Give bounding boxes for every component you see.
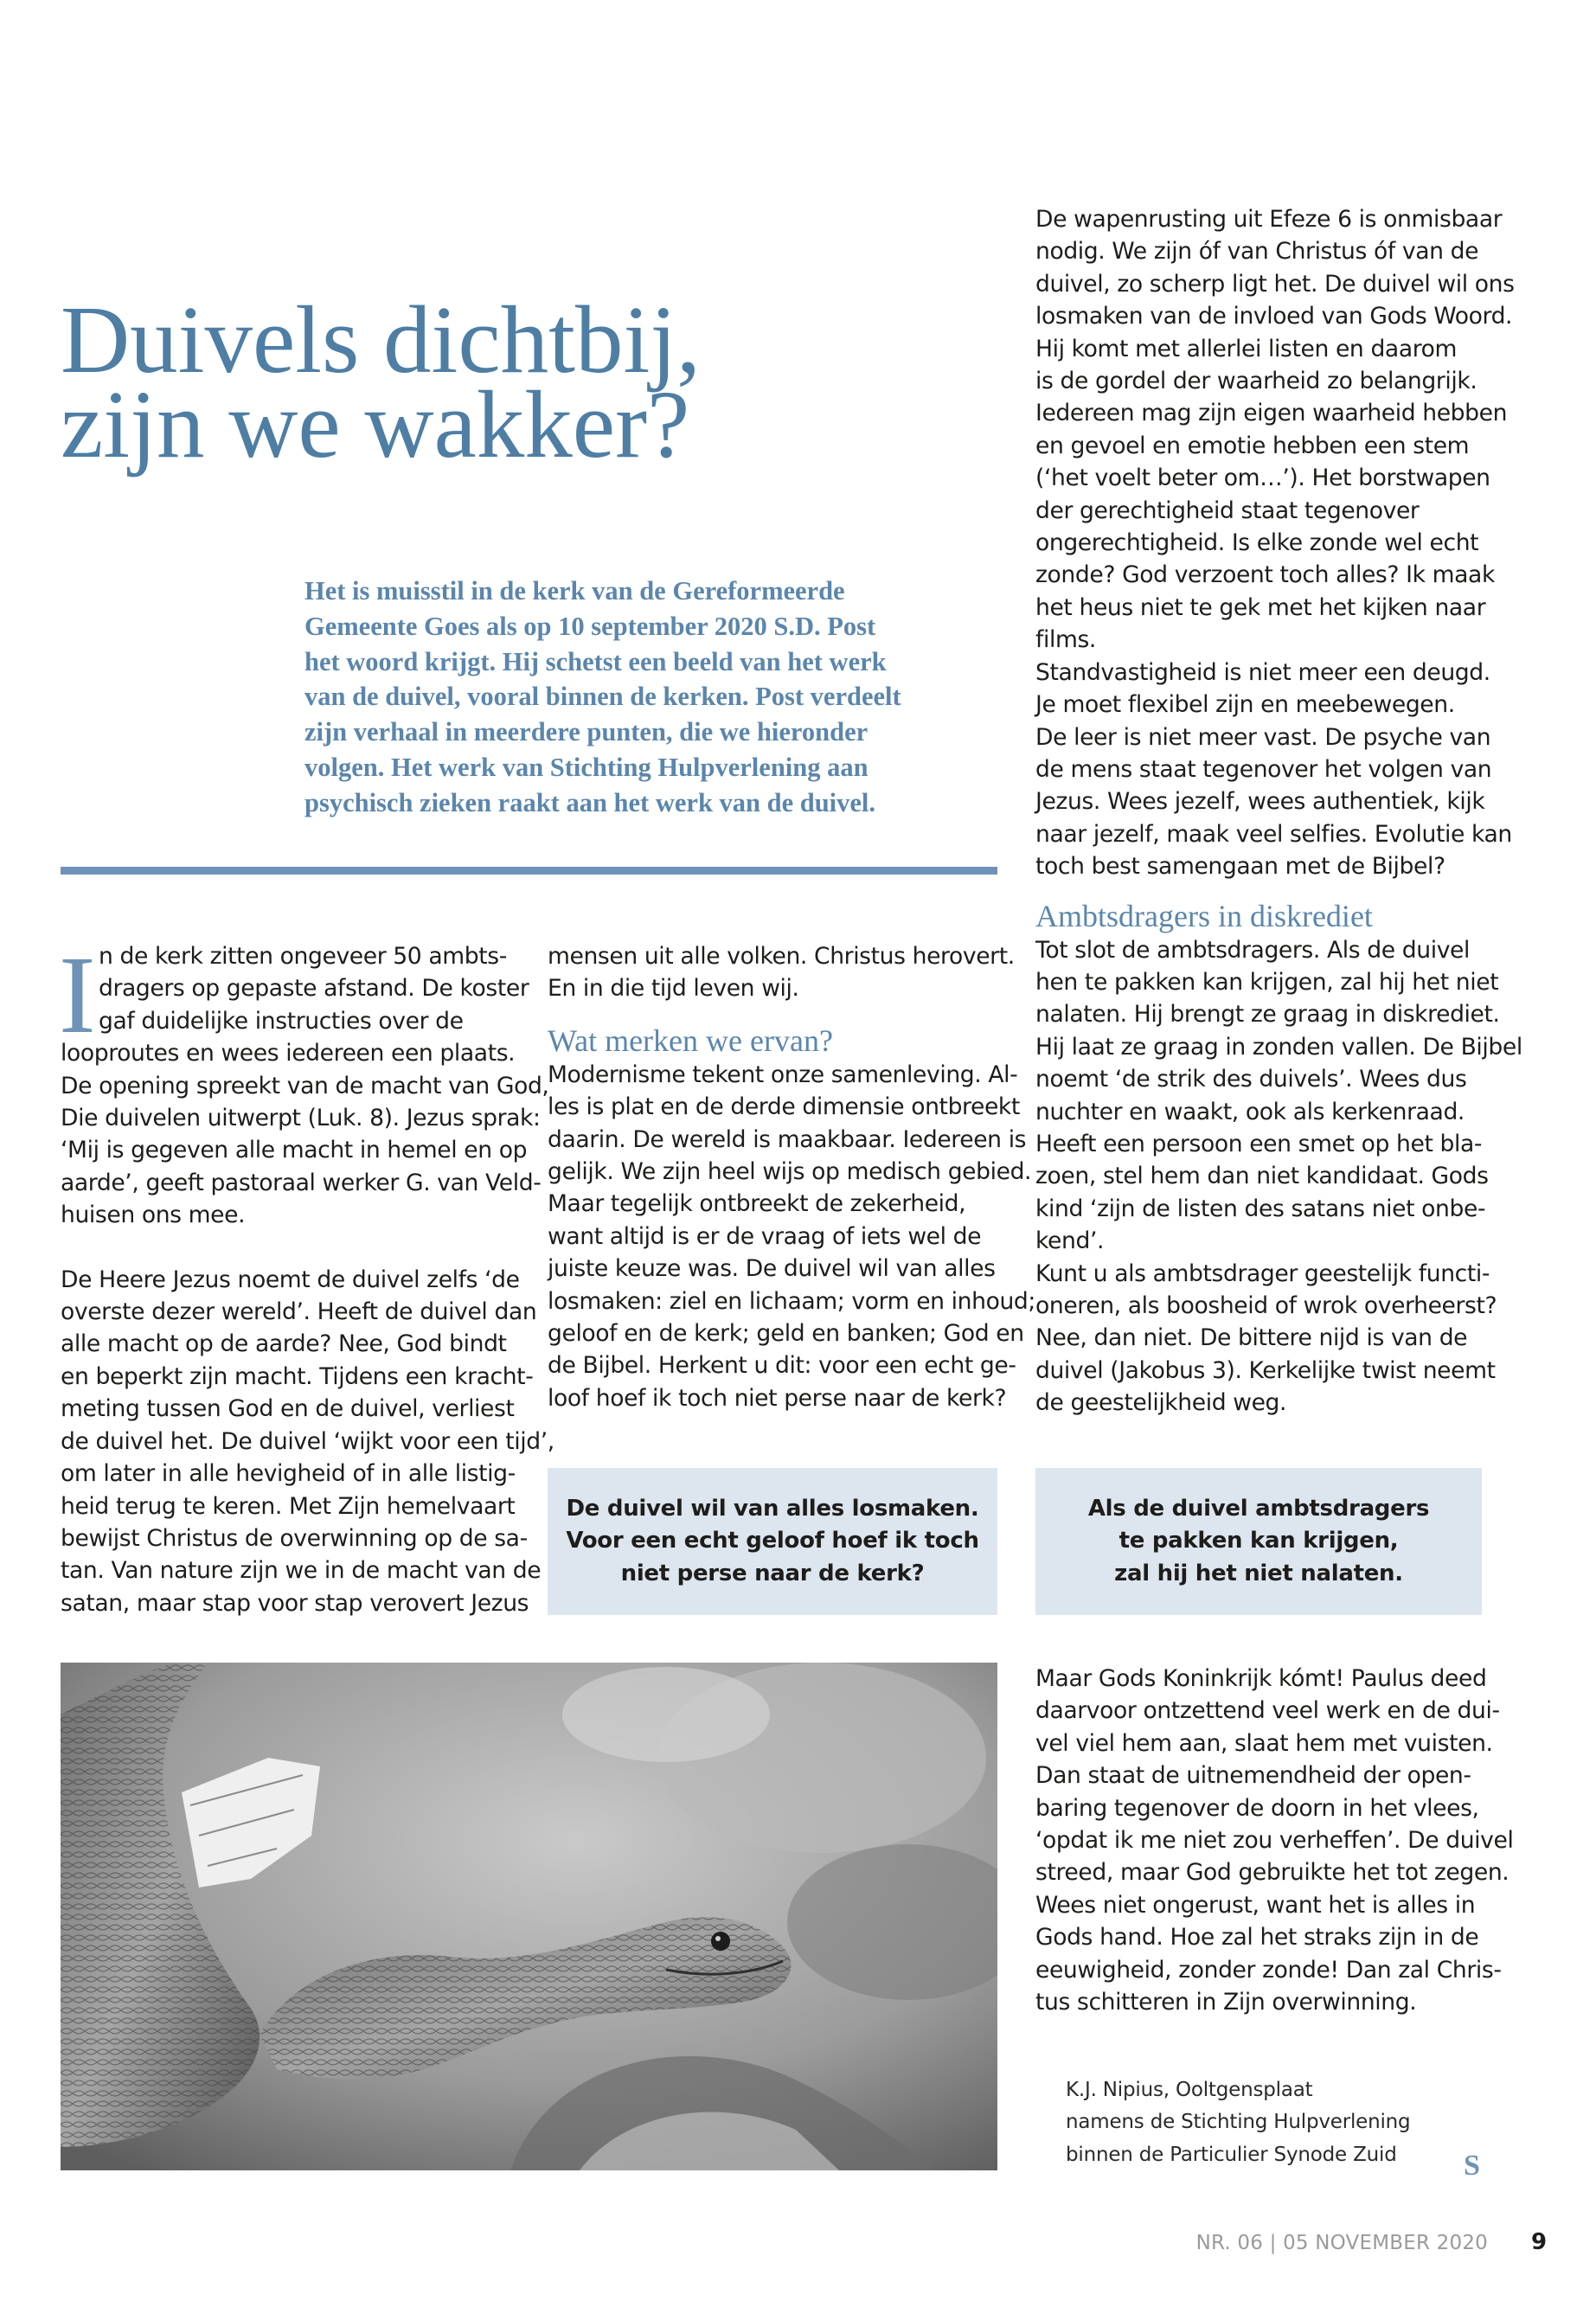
text-line: heid terug te keren. Met Zijn hemelvaart [61, 1492, 516, 1520]
text-line: tus schitteren in Zijn overwinning. [1035, 1989, 1417, 2016]
quote-line: Als de duivel ambtsdragers [1087, 1495, 1430, 1522]
quote-line: te pakken kan krijgen, [1118, 1528, 1399, 1554]
text-line: naar jezelf, maak veel selfies. Evolutie kan [1035, 820, 1512, 848]
text-line: is de gordel der waarheid zo belangrijk. [1035, 368, 1477, 395]
intro-lead [304, 574, 984, 821]
text-line: Iedereen mag zijn eigen waarheid hebben [1035, 400, 1508, 427]
text-line: zoen, stel hem dan niet kandidaat. Gods [1035, 1163, 1489, 1190]
text-line: loof hoef ik toch niet perse naar de kerk? [548, 1384, 1007, 1412]
text-line: Heeft een persoon een smet op het bla- [1035, 1130, 1483, 1157]
issue-info: NR. 06 | 05 NOVEMBER 2020 [1195, 2232, 1488, 2254]
text-line: ‘Mij is gegeven alle macht in hemel en op [61, 1137, 528, 1164]
text-line: satan, maar stap voor stap verovert Jezus [61, 1589, 529, 1617]
text-line: om later in alle hevigheid of in alle listig- [61, 1460, 516, 1488]
intro-line: van de duivel, vooral binnen de kerken. Post verdeelt [304, 682, 901, 712]
text-line: duivel, zo scherp ligt het. De duivel wil ons [1035, 270, 1515, 298]
title-line: zijn we wakker? [61, 372, 690, 478]
text-line: n de kerk zitten ongeveer 50 ambts- [99, 943, 507, 970]
section-divider [61, 867, 997, 875]
text-line: nodig. We zijn óf van Christus óf van de [1035, 238, 1479, 266]
text-line: daarin. De wereld is maakbaar. Iedereen is [548, 1125, 1027, 1153]
text-line: Je moet flexibel zijn en meebewegen. [1035, 691, 1455, 719]
text-line: overste dezer wereld’. Heeft de duivel dan [61, 1298, 537, 1326]
text-line: Hij laat ze graag in zonden vallen. De Bijbel [1035, 1033, 1522, 1061]
text-line: alle macht op de aarde? Nee, God bindt [61, 1330, 507, 1358]
text-line: geloof en de kerk; geld en banken; God en [548, 1320, 1024, 1348]
column-3-continued [1035, 1663, 1514, 2018]
text-line: kend’. [1035, 1227, 1105, 1255]
text-line: De Heere Jezus noemt de duivel zelfs ‘de [61, 1266, 520, 1293]
intro-line: psychisch zieken raakt aan het werk van de duivel. [304, 787, 876, 817]
text-line: meting tussen God en de duivel, verliest [61, 1395, 515, 1423]
text-line: de Bijbel. Herkent u dit: voor een echt ge- [548, 1352, 1016, 1380]
page-number: 9 [1531, 2229, 1548, 2255]
signature-line: binnen de Particulier Synode Zuid [1066, 2143, 1397, 2166]
section-heading: Ambtsdragers in diskrediet [1035, 898, 1373, 933]
text-line: nalaten. Hij brengt ze graag in diskrediet. [1035, 1001, 1500, 1029]
column-2 [548, 940, 1035, 1414]
text-line: Wees niet ongerust, want het is alles in [1035, 1891, 1476, 1919]
column-1 [59, 933, 554, 1619]
author-signature [1066, 2074, 1410, 2171]
text-line: toch best samengaan met de Bijbel? [1035, 853, 1445, 881]
quote-line: niet perse naar de kerk? [620, 1560, 925, 1586]
text-line: aarde’, geeft pastoraal werker G. van Veld- [61, 1169, 542, 1196]
quote-line: De duivel wil van alles losmaken. [566, 1495, 979, 1522]
text-line: juiste keuze was. De duivel wil van alles [548, 1255, 996, 1283]
text-line: Kunt u als ambtsdrager geestelijk functi- [1035, 1259, 1490, 1287]
text-line: zonde? God verzoent toch alles? Ik maak [1035, 561, 1495, 589]
text-line: losmaken: ziel en lichaam; vorm en inhoud; [548, 1287, 1035, 1315]
snake-photo [61, 1663, 997, 2170]
text-line: eeuwigheid, zonder zonde! Dan zal Chris- [1035, 1956, 1502, 1984]
text-line: mensen uit alle volken. Christus herovert. [548, 943, 1015, 970]
text-line: en beperkt zijn macht. Tijdens een kracht- [61, 1362, 534, 1390]
intro-line: het woord krijgt. Hij schetst een beeld van het werk [304, 646, 887, 676]
text-line: bewijst Christus de overwinning op de sa- [61, 1524, 528, 1552]
quote-line: zal hij het niet nalaten. [1114, 1560, 1403, 1586]
text-line: vel viel hem aan, slaat hem met vuisten. [1035, 1729, 1493, 1757]
text-line: gelijk. We zijn heel wijs op medisch gebied. [548, 1158, 1032, 1186]
text-line: De wapenrusting uit Efeze 6 is onmisbaar [1035, 206, 1503, 233]
text-line: noemt ‘de strik des duivels’. Wees dus [1035, 1066, 1467, 1093]
text-line: hen te pakken kan krijgen, zal hij het niet [1035, 968, 1499, 996]
text-line: tan. Van nature zijn we in de macht van de [61, 1557, 542, 1585]
text-line: en gevoel en emotie hebben een stem [1035, 432, 1470, 459]
article-title [61, 287, 995, 478]
text-line: nuchter en waakt, ook als kerkenraad. [1035, 1098, 1465, 1125]
intro-line: volgen. Het werk van Stichting Hulpverlening aan [304, 752, 869, 782]
text-line: En in die tijd leven wij. [548, 975, 799, 1003]
text-line: Maar Gods Koninkrijk kómt! Paulus deed [1035, 1665, 1487, 1692]
text-line: looproutes en wees iedereen een plaats. [61, 1040, 516, 1067]
text-line: De leer is niet meer vast. De psyche van [1035, 723, 1491, 751]
text-line: de duivel het. De duivel ‘wijkt voor een tijd’, [61, 1427, 554, 1455]
text-line: baring tegenover de doorn in het vlees, [1035, 1794, 1479, 1822]
text-line: Standvastigheid is niet meer een deugd. [1035, 658, 1490, 686]
text-line: Modernisme tekent onze samenleving. Al- [548, 1061, 1018, 1088]
intro-line: Gemeente Goes als op 10 september 2020 S.D. Post [304, 611, 876, 641]
column-3 [1035, 203, 1522, 1420]
text-line: losmaken van de invloed van Gods Woord. [1035, 303, 1513, 330]
text-line: daarvoor ontzettend veel werk en de dui- [1035, 1697, 1500, 1725]
text-line: ongerechtigheid. Is elke zonde wel echt [1035, 529, 1479, 557]
text-line: de geestelijkheid weg. [1035, 1389, 1287, 1417]
foundation-logo-icon: S [1464, 2150, 1480, 2182]
pull-quote-2 [1035, 1468, 1482, 1615]
text-line: les is plat en de derde dimensie ontbreekt [548, 1093, 1020, 1121]
text-line: films. [1035, 626, 1096, 654]
pull-quote-1 [548, 1468, 997, 1615]
text-line: duivel (Jakobus 3). Kerkelijke twist neemt [1035, 1356, 1496, 1384]
text-line: de mens staat tegenover het volgen van [1035, 755, 1492, 783]
text-line: (‘het voelt beter om…’). Het borstwapen [1035, 465, 1490, 492]
text-line: kind ‘zijn de listen des satans niet onbe- [1035, 1195, 1486, 1222]
text-line: Nee, dan niet. De bittere nijd is van de [1035, 1324, 1468, 1352]
text-line: Jezus. Wees jezelf, wees authentiek, kijk [1035, 788, 1485, 816]
text-line: Die duivelen uitwerpt (Luk. 8). Jezus sprak: [61, 1105, 541, 1132]
text-line: huisen ons mee. [61, 1202, 246, 1229]
text-line: dragers op gepaste afstand. De koster [99, 975, 529, 1003]
text-line: oneren, als boosheid of wrok overheerst? [1035, 1292, 1497, 1319]
text-line: gaf duidelijke instructies over de [99, 1007, 464, 1035]
section-heading: Wat merken we ervan? [548, 1022, 833, 1058]
intro-line: zijn verhaal in meerdere punten, die we hieronder [304, 717, 869, 747]
intro-line: Het is muisstil in de kerk van de Gereformeerde [304, 576, 845, 606]
title-line: Duivels dichtbij, [61, 287, 701, 394]
signature-line: namens de Stichting Hulpverlening [1066, 2111, 1411, 2134]
text-line: der gerechtigheid staat tegenover [1035, 497, 1420, 524]
text-line: Gods hand. Hoe zal het straks zijn in de [1035, 1924, 1479, 1952]
text-line: ‘opdat ik me niet zou verheffen’. De duivel [1035, 1827, 1514, 1855]
drop-cap: I [59, 933, 96, 1056]
text-line: want altijd is er de vraag of iets wel de [548, 1222, 982, 1250]
text-line: Hij komt met allerlei listen en daarom [1035, 335, 1458, 362]
signature-line: K.J. Nipius, Ooltgensplaat [1066, 2079, 1313, 2101]
quote-line: Voor een echt geloof hoef ik toch [566, 1528, 979, 1554]
text-line: het heus niet te gek met het kijken naar [1035, 593, 1486, 621]
snake-illustration [61, 1663, 997, 2170]
text-line: streed, maar God gebruikte het tot zegen. [1035, 1859, 1509, 1887]
text-line: Dan staat de uitnemendheid der open- [1035, 1762, 1471, 1790]
text-line: De opening spreekt van de macht van God, [61, 1072, 549, 1099]
text-line: Tot slot de ambtsdragers. Als de duivel [1035, 936, 1470, 964]
text-line: Maar tegelijk ontbreekt de zekerheid, [548, 1190, 966, 1218]
